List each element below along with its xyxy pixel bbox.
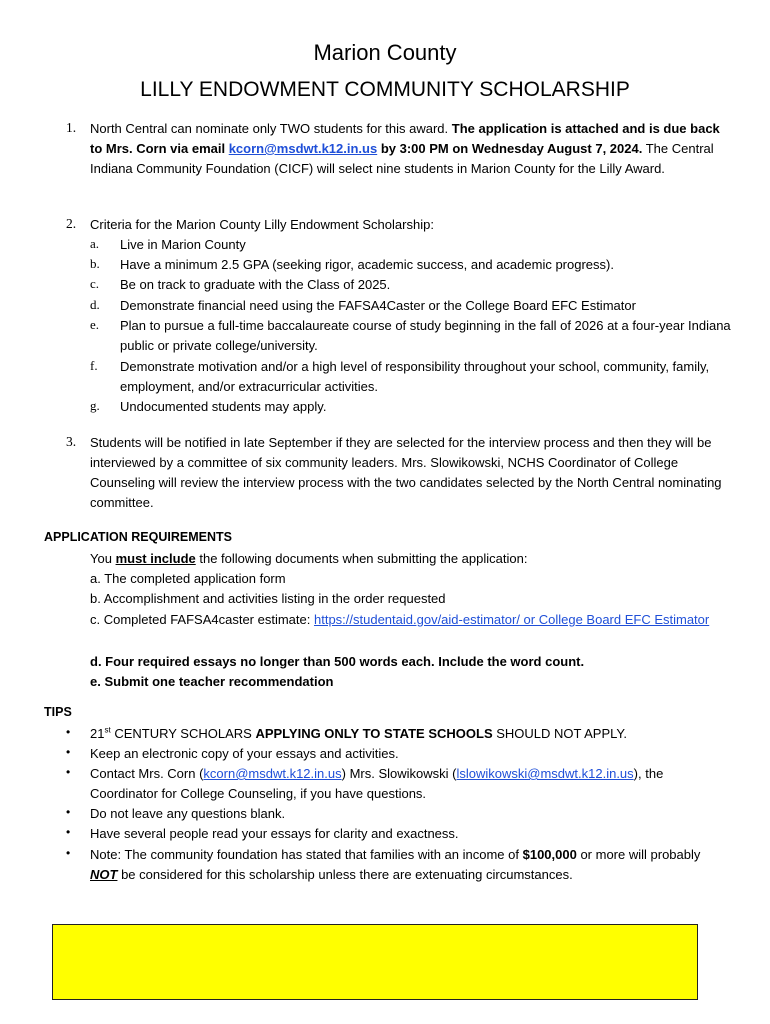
tip-1-number: 21: [90, 726, 105, 741]
bullet-icon: •: [66, 725, 71, 739]
tip-6-pre: Note: The community foundation has stated that families with an income of: [90, 847, 523, 862]
tips-heading: TIPS: [44, 705, 72, 719]
not-emphasis: NOT: [90, 867, 118, 882]
income-amount: $100,000: [522, 847, 577, 862]
tip-6-post: be considered for this scholarship unless there are extenuating circumstances.: [117, 867, 573, 882]
item-3-number: 3.: [66, 434, 77, 449]
aid-estimator-link[interactable]: https://studentaid.gov/aid-estimator/: [313, 612, 520, 627]
tip-1-bold: APPLYING ONLY TO STATE SCHOOLS: [255, 726, 493, 741]
criteria-letter-c: c.: [90, 276, 100, 291]
requirements-heading: APPLICATION REQUIREMENTS: [44, 530, 232, 544]
criteria-letter-e: e.: [90, 317, 100, 332]
criteria-letter-b: b.: [90, 256, 100, 271]
criteria-item-f: Demonstrate motivation and/or a high level of responsibility throughout your school, community, family, employment, and/or extracurricular activities.: [120, 359, 710, 394]
tip-21st-century: [90, 724, 730, 744]
corn-email-link[interactable]: kcorn@msdwt.k12.in.us: [228, 141, 378, 156]
criteria-letter-a: a.: [90, 236, 100, 251]
criteria-intro: Criteria for the Marion County Lilly Endowment Scholarship:: [90, 217, 434, 232]
tip-no-blanks: Do not leave any questions blank.: [90, 806, 286, 821]
criteria-item-c: Be on track to graduate with the Class of 2025.: [120, 277, 391, 292]
tip-3-post: ), the Coordinator for College Counseling, if you have questions.: [90, 766, 664, 801]
criteria-item-a: Live in Marion County: [120, 237, 246, 252]
tip-3-mid: ) Mrs. Slowikowski (: [341, 766, 457, 781]
title-scholarship: LILLY ENDOWMENT COMMUNITY SCHOLARSHIP: [140, 78, 630, 101]
item-1-due-note: The application is attached and is due back to Mrs. Corn via email: [90, 121, 720, 156]
requirement-c-label: c. Completed FAFSA4caster estimate:: [90, 612, 314, 627]
tip-read-essays: Have several people read your essays for clarity and exactness.: [90, 826, 459, 841]
criteria-item-e: Plan to pursue a full-time baccalaureate course of study beginning in the fall of 2026 at a four-year Indiana public or private college/university.: [120, 318, 731, 353]
item-1-lead: North Central can nominate only TWO students for this award.: [90, 121, 452, 136]
criteria-letter-d: d.: [90, 297, 100, 312]
slowikowski-email-link[interactable]: lslowikowski@msdwt.k12.in.us: [456, 766, 634, 781]
bullet-icon: •: [66, 846, 71, 860]
requirements-intro-post: the following documents when submitting the application:: [195, 551, 528, 566]
requirements-intro: [90, 549, 527, 569]
highlight-box: [52, 924, 698, 1000]
bullet-icon: •: [66, 825, 71, 839]
tip-3-pre: Contact Mrs. Corn (: [90, 766, 204, 781]
tip-income-note: [90, 845, 722, 885]
tip-6-mid: or more will probably: [576, 847, 701, 862]
item-1-number: 1.: [66, 120, 77, 135]
criteria-item-g: Undocumented students may apply.: [120, 399, 327, 414]
tip-1-post: SHOULD NOT APPLY.: [492, 726, 628, 741]
item-1-cicf-note: The Central Indiana Community Foundation (CICF) will select nine students in Marion County for the Lilly Award.: [90, 141, 714, 176]
tip-1-superscript: st: [104, 725, 111, 735]
requirements-intro-pre: You: [90, 551, 116, 566]
item-2-number: 2.: [66, 216, 77, 231]
title-county: Marion County: [313, 40, 457, 65]
tip-electronic-copy: Keep an electronic copy of your essays and activities.: [90, 746, 399, 761]
item-1-deadline: by 3:00 PM on Wednesday August 7, 2024.: [377, 141, 643, 156]
bullet-icon: •: [66, 765, 71, 779]
criteria-item-d: Demonstrate financial need using the FAFSA4Caster or the College Board EFC Estimator: [120, 298, 636, 313]
college-board-efc-link[interactable]: or College Board EFC Estimator: [519, 612, 710, 627]
criteria-letter-g: g.: [90, 398, 100, 413]
requirement-c: [90, 610, 720, 630]
must-include-emphasis: must include: [115, 551, 196, 566]
tip-contact: [90, 764, 730, 804]
bullet-icon: •: [66, 745, 71, 759]
tip-1-pre: CENTURY SCHOLARS: [110, 726, 256, 741]
bullet-icon: •: [66, 805, 71, 819]
requirement-b: b. Accomplishment and activities listing in the order requested: [90, 591, 446, 606]
corn-email-link[interactable]: kcorn@msdwt.k12.in.us: [203, 766, 342, 781]
criteria-letter-f: f.: [90, 358, 98, 373]
item-1-text: [90, 119, 730, 179]
criteria-item-b: Have a minimum 2.5 GPA (seeking rigor, academic success, and academic progress).: [120, 257, 614, 272]
requirement-a: a. The completed application form: [90, 571, 286, 586]
item-3-text: Students will be notified in late September if they are selected for the interview process and then they will be interviewed by a committee of six community leaders. Mrs. Slowikowski, NCHS Coordinator of College Counseling will review the interview process with the two candidates selected by the North Central nominating committee.: [90, 435, 722, 510]
requirement-e: e. Submit one teacher recommendation: [90, 674, 334, 689]
requirement-d: d. Four required essays no longer than 500 words each. Include the word count.: [90, 654, 585, 669]
